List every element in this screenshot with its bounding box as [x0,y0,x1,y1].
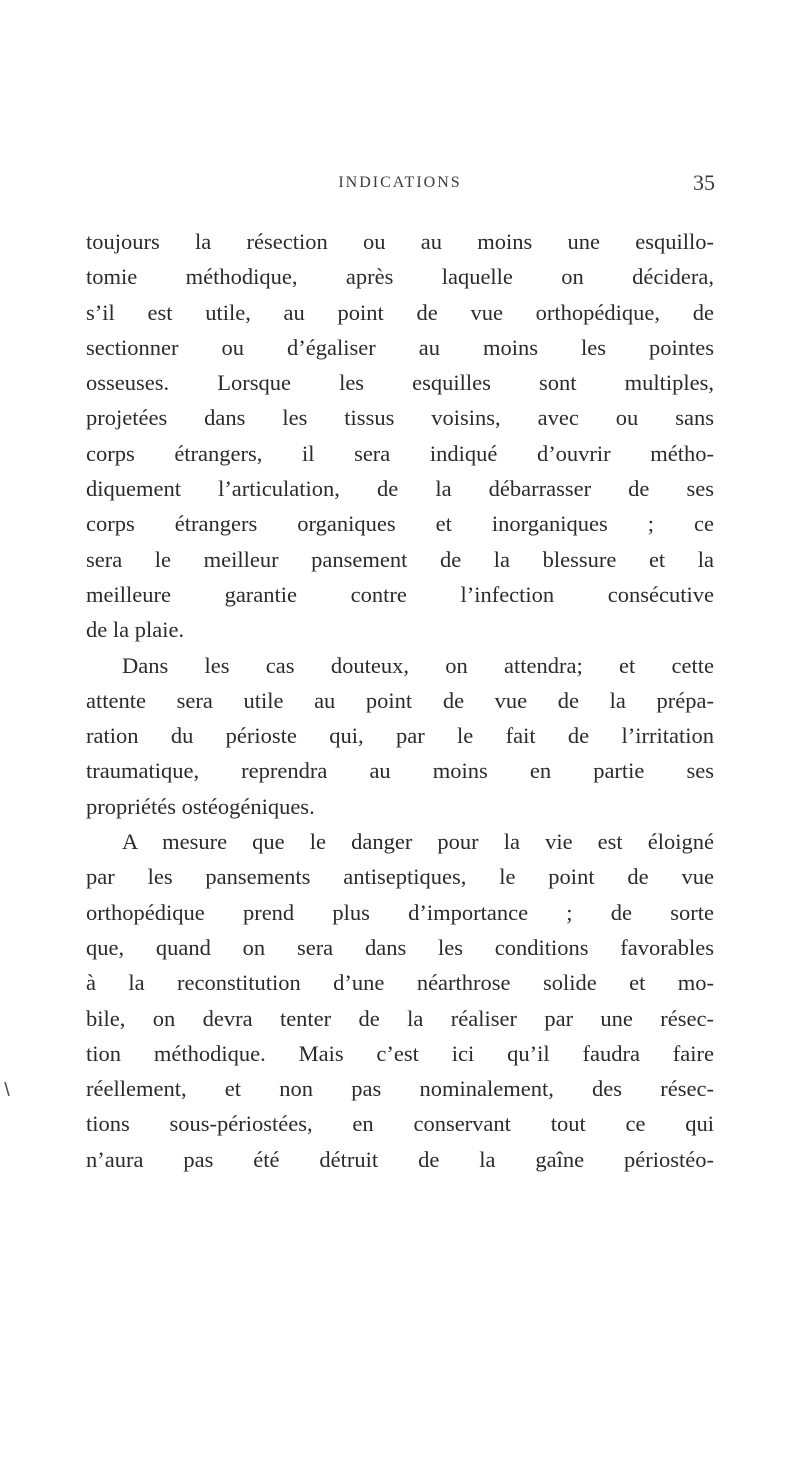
text-line: que, quand on sera dans les conditions favorables [86,934,714,960]
text-line: osseuses. Lorsque les esquilles sont multiples, [86,370,714,396]
text-line: réellement, et non pas nominalement, des résec- [86,1076,714,1102]
text-line: traumatique, reprendra au moins en partie ses [86,758,714,784]
text-line: toujours la résection ou au moins une esquillo- [86,229,714,254]
text-line: orthopédique prend plus d’importance ; de sorte [86,899,714,925]
running-head: INDICATIONS [338,174,462,191]
text-line: corps étrangers organiques et inorganiques ; ce [86,511,714,537]
text-line: s’il est utile, au point de vue orthopédique, de [86,299,714,325]
text-line: tion méthodique. Mais c’est ici qu’il faudra faire [86,1040,714,1066]
text-line: n’aura pas été détruit de la gaîne périostéo- [86,1146,714,1172]
text-line: par les pansements antiseptiques, le point de vue [86,864,714,890]
body-text [86,224,714,1177]
text-line: sectionner ou d’égaliser au moins les pointes [86,334,714,360]
page-number: 35 [693,170,715,195]
text-line: de la plaie. [86,617,185,643]
paragraph-2 [86,648,714,824]
paragraph-3 [86,824,714,1177]
text-line: A mesure que le danger pour la vie est éloigné [122,829,714,855]
text-line: corps étrangers, il sera indiqué d’ouvrir métho- [86,440,714,466]
text-line: propriétés ostéogéniques. [86,793,315,819]
paragraph-1 [86,224,714,648]
text-line: attente sera utile au point de vue de la prépa- [86,687,714,713]
scan-mark [4,1082,10,1096]
text-line: tomie méthodique, après laquelle on décidera, [86,264,714,290]
text-line: meilleure garantie contre l’infection consécutive [86,581,714,607]
text-line: ration du périoste qui, par le fait de l’irritation [86,723,714,749]
text-line: tions sous-périostées, en conservant tout ce qui [86,1111,714,1137]
text-line: à la reconstitution d’une néarthrose solide et mo- [86,970,714,996]
text-line: bile, on devra tenter de la réaliser par une résec- [86,1005,714,1031]
page-header [0,170,800,200]
text-line: diquement l’articulation, de la débarrasser de ses [86,476,714,502]
text-line: sera le meilleur pansement de la blessure et la [86,546,714,572]
text-line: projetées dans les tissus voisins, avec ou sans [86,405,714,431]
text-line: Dans les cas douteux, on attendra; et cette [122,652,714,678]
